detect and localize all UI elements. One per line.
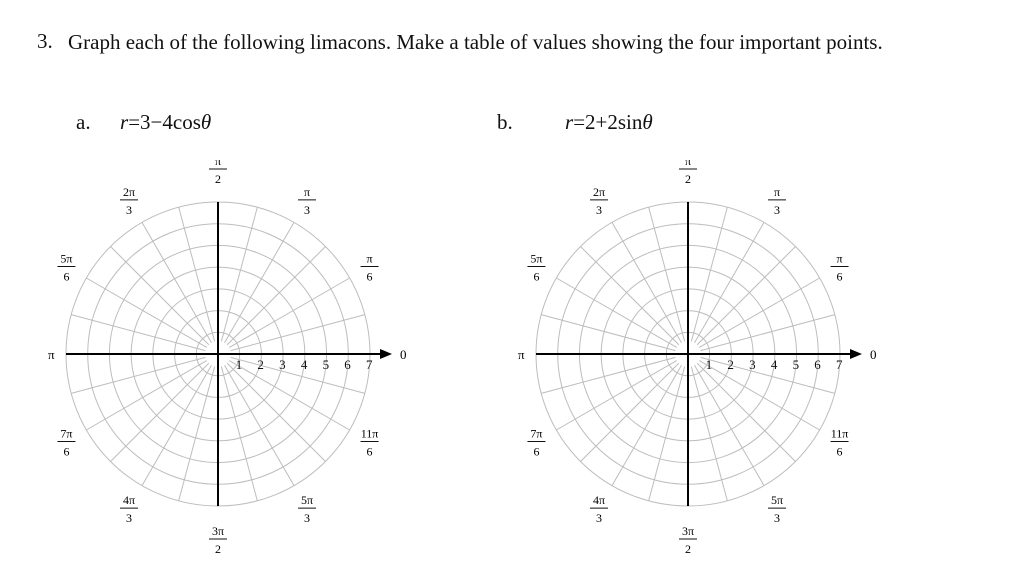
angle-label-numerator: 4π	[592, 493, 606, 508]
grid-spoke	[86, 361, 206, 430]
angle-label-denominator: 6	[63, 444, 70, 459]
angle-label	[831, 427, 849, 459]
radius-label: 6	[344, 357, 351, 372]
axis-label-pi: π	[48, 347, 55, 362]
angle-label-numerator: 5π	[300, 493, 314, 508]
angle-label	[298, 493, 316, 525]
grid-spoke	[556, 361, 676, 430]
grid-spoke	[581, 363, 679, 461]
grid-spoke	[697, 363, 795, 461]
grid-spoke	[142, 365, 211, 485]
equation-rhs: =3−4cos	[128, 110, 201, 134]
arrow-right-icon	[850, 349, 862, 359]
grid-spoke	[227, 363, 325, 461]
radius-label: 3	[279, 357, 286, 372]
angle-label-denominator: 3	[596, 202, 602, 217]
angle-label	[57, 252, 75, 284]
grid-spoke	[695, 365, 764, 485]
angle-label-denominator: 3	[304, 511, 310, 526]
angle-label-denominator: 6	[366, 269, 373, 284]
grid-spoke	[142, 222, 211, 342]
part-b-label: b.	[497, 110, 513, 134]
equation-theta: θ	[642, 110, 653, 134]
angle-label	[209, 160, 227, 186]
angle-label	[831, 252, 849, 284]
grid-spoke	[556, 278, 676, 347]
angle-label	[679, 160, 697, 186]
angle-label-numerator: π	[836, 251, 843, 266]
angle-label-numerator: 5π	[770, 493, 784, 508]
radius-label: 4	[300, 357, 308, 372]
grid-spoke	[111, 247, 209, 345]
angle-label-denominator: 6	[836, 269, 843, 284]
part-a-label: a.	[76, 110, 91, 134]
equation-variable: r	[120, 110, 129, 134]
angle-label	[590, 185, 608, 217]
grid-spoke	[225, 222, 294, 342]
angle-label-numerator: 11π	[830, 426, 849, 441]
grid-spoke	[695, 222, 764, 342]
radius-label: 2	[727, 357, 734, 372]
angle-label-numerator: 5π	[60, 251, 73, 266]
angle-label-denominator: 6	[366, 444, 373, 459]
angle-label	[209, 524, 227, 556]
angle-label-numerator: 3π	[681, 524, 695, 538]
angle-label-denominator: 3	[774, 511, 780, 526]
angle-label-numerator: 3π	[211, 524, 225, 538]
radius-label: 7	[366, 357, 373, 372]
angle-label-denominator: 3	[596, 511, 602, 526]
angle-label-denominator: 3	[126, 511, 132, 526]
radius-label: 5	[322, 357, 330, 372]
grid-spoke	[111, 363, 209, 461]
equation-rhs: =2+2sin	[573, 110, 643, 134]
part-a-equation	[120, 110, 211, 135]
angle-label	[679, 524, 697, 556]
radius-label: 3	[749, 357, 756, 372]
angle-label	[57, 427, 75, 459]
radius-label: 1	[235, 357, 243, 372]
equation-theta: θ	[200, 110, 212, 134]
grid-spoke	[612, 365, 681, 485]
grid-spoke	[229, 361, 349, 430]
grid-spoke	[697, 247, 795, 345]
radius-label: 1	[705, 357, 713, 372]
axes	[536, 202, 854, 506]
polar-graph-b[interactable]	[510, 160, 1024, 560]
angle-label	[527, 427, 545, 459]
arrow-right-icon	[380, 349, 392, 359]
problem-statement: Graph each of the following limacons. Make a table of values showing the four important points.	[68, 30, 883, 54]
angle-label-denominator: 6	[836, 444, 843, 459]
angle-label-numerator: 4π	[122, 493, 136, 508]
angle-label-denominator: 6	[533, 269, 540, 284]
axis-label-zero: 0	[870, 347, 877, 362]
radius-label: 5	[792, 357, 800, 372]
angle-label-numerator: π	[684, 160, 692, 168]
angle-label-denominator: 2	[215, 172, 221, 186]
radius-label: 6	[814, 357, 821, 372]
angle-label	[768, 493, 786, 525]
grid-spoke	[699, 361, 819, 430]
angle-label-numerator: 5π	[530, 251, 543, 266]
angle-label-denominator: 6	[533, 444, 540, 459]
grid-spoke	[86, 278, 206, 347]
angle-label-denominator: 2	[215, 542, 221, 556]
angle-label	[120, 493, 138, 525]
grid-spoke	[699, 278, 819, 347]
angle-label	[298, 185, 316, 217]
problem-number: 3.	[37, 29, 53, 53]
part-b-equation	[565, 110, 653, 135]
angle-label-numerator: 2π	[122, 184, 136, 199]
angle-label	[527, 252, 545, 284]
angle-label-numerator: π	[773, 184, 781, 199]
equation-variable: r	[565, 110, 574, 134]
angle-label	[590, 493, 608, 525]
axis-label-zero: 0	[400, 347, 407, 362]
angle-label	[120, 185, 138, 217]
angle-label-denominator: 2	[685, 172, 691, 186]
angle-label-numerator: π	[303, 184, 311, 199]
angle-label	[768, 185, 786, 217]
polar-graph-a[interactable]	[0, 160, 512, 560]
angle-label	[361, 427, 379, 459]
angle-label-denominator: 3	[774, 202, 780, 217]
axes	[66, 202, 384, 506]
grid-spoke	[229, 278, 349, 347]
angle-label-denominator: 6	[63, 269, 70, 284]
angle-label-numerator: 11π	[360, 426, 379, 441]
radius-label: 4	[770, 357, 778, 372]
angle-label-denominator: 3	[304, 202, 310, 217]
grid-spoke	[225, 365, 294, 485]
grid-spoke	[227, 247, 325, 345]
angle-label-numerator: 2π	[592, 184, 606, 199]
axis-label-pi: π	[518, 347, 525, 362]
radius-label: 7	[836, 357, 843, 372]
angle-label	[361, 252, 379, 284]
angle-label-numerator: 7π	[530, 426, 543, 441]
angle-label-denominator: 3	[126, 202, 132, 217]
angle-label-numerator: 7π	[60, 426, 73, 441]
grid-spoke	[612, 222, 681, 342]
angle-label-denominator: 2	[685, 542, 691, 556]
angle-label-numerator: π	[366, 251, 373, 266]
angle-label-numerator: π	[214, 160, 222, 168]
grid-spoke	[581, 247, 679, 345]
radius-label: 2	[257, 357, 264, 372]
